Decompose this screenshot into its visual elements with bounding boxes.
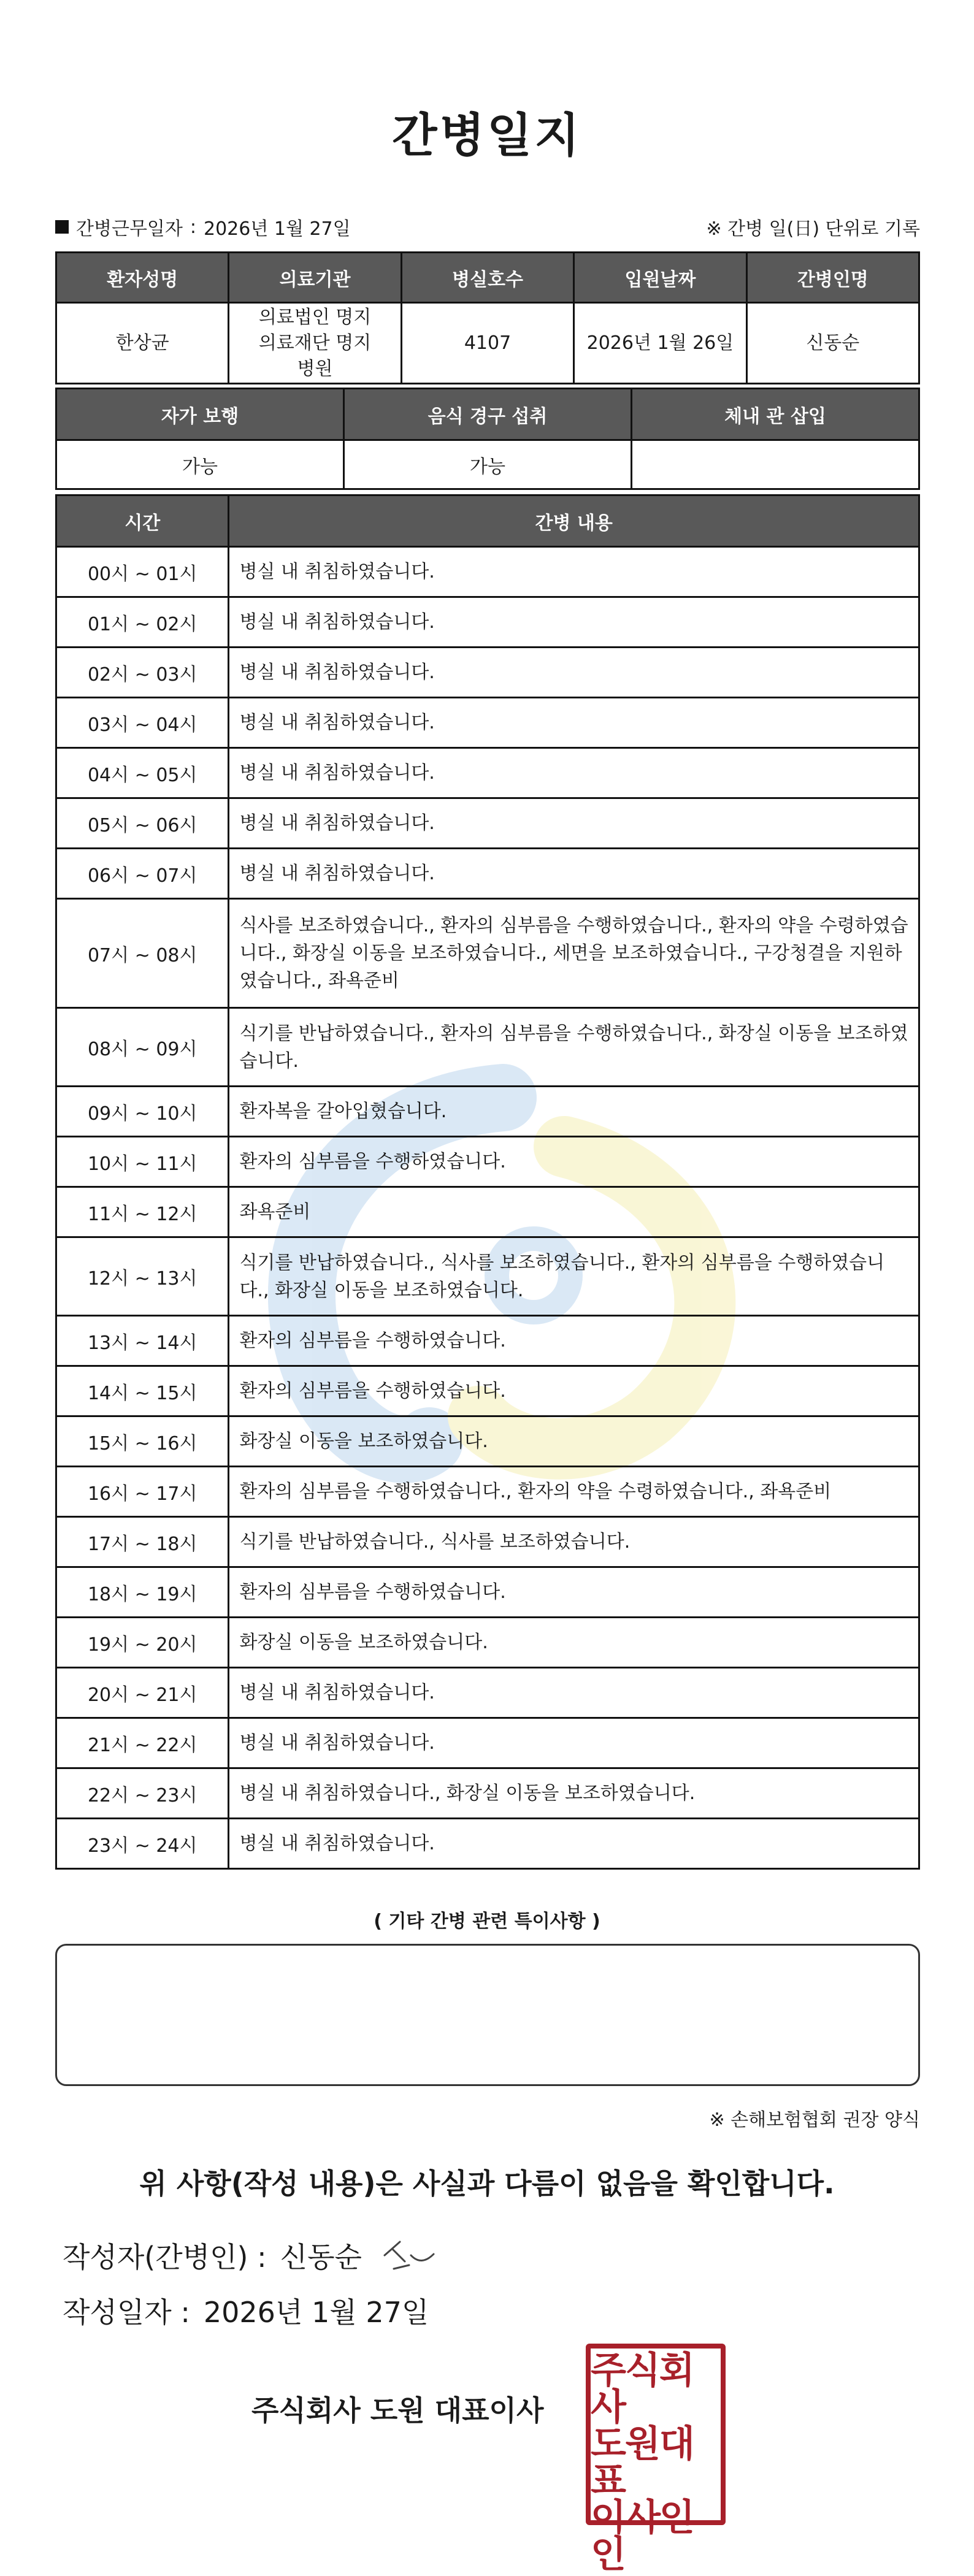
log-content: 병실 내 취침하였습니다. bbox=[229, 1718, 919, 1768]
header-room-number: 병실호수 bbox=[401, 253, 573, 303]
header-self-walking: 자가 보행 bbox=[56, 389, 344, 440]
log-row bbox=[56, 648, 919, 698]
log-row bbox=[56, 899, 919, 1008]
log-row bbox=[56, 1008, 919, 1087]
patient-ability-table bbox=[55, 388, 920, 490]
log-time: 19시 ~ 20시 bbox=[56, 1618, 229, 1668]
log-time: 12시 ~ 13시 bbox=[56, 1237, 229, 1316]
admission-date: 2026년 1월 26일 bbox=[574, 303, 746, 384]
log-content: 환자의 심부름을 수행하였습니다. bbox=[229, 1137, 919, 1187]
log-content: 환자의 심부름을 수행하였습니다. bbox=[229, 1366, 919, 1416]
log-content: 병실 내 취침하였습니다. bbox=[229, 547, 919, 597]
write-date-value: 2026년 1월 27일 bbox=[203, 2296, 429, 2329]
log-content: 병실 내 취침하였습니다. bbox=[229, 648, 919, 698]
log-content: 화장실 이동을 보조하였습니다. bbox=[229, 1618, 919, 1668]
meta-row bbox=[55, 212, 920, 242]
header-time: 시간 bbox=[56, 495, 229, 547]
log-content: 병실 내 취침하였습니다. bbox=[229, 748, 919, 798]
seal-line-3: 이사인인 bbox=[591, 2496, 694, 2576]
log-content: 병실 내 취침하였습니다., 화장실 이동을 보조하였습니다. bbox=[229, 1768, 919, 1819]
writer-name: 신동순 bbox=[280, 2241, 362, 2274]
log-time: 14시 ~ 15시 bbox=[56, 1366, 229, 1416]
work-date bbox=[55, 213, 351, 240]
log-time: 13시 ~ 14시 bbox=[56, 1316, 229, 1366]
log-time: 05시 ~ 06시 bbox=[56, 798, 229, 849]
log-time: 04시 ~ 05시 bbox=[56, 748, 229, 798]
log-row bbox=[56, 1668, 919, 1718]
self-walking-value: 가능 bbox=[56, 440, 344, 489]
log-row bbox=[56, 1718, 919, 1768]
log-content: 식기를 반납하였습니다., 식사를 보조하였습니다., 환자의 심부름을 수행하였습니다., 화장실 이동을 보조하였습니다. bbox=[229, 1237, 919, 1316]
ability-value-row bbox=[56, 440, 919, 489]
company-name: 주식회사 도원 대표이사 bbox=[251, 2394, 544, 2427]
confirmation-statement: 위 사항(작성 내용)은 사실과 다름이 없음을 확인합니다. bbox=[139, 2167, 835, 2200]
log-content: 화장실 이동을 보조하였습니다. bbox=[229, 1416, 919, 1467]
log-time: 01시 ~ 02시 bbox=[56, 597, 229, 648]
hospital-name: 의료법인 명지의료재단 명지병원 bbox=[229, 303, 401, 384]
seal-line-1: 주식회사 bbox=[591, 2349, 694, 2429]
oral-intake-value: 가능 bbox=[344, 440, 632, 489]
header-caregiver-name: 간병인명 bbox=[746, 253, 919, 303]
patient-info-table bbox=[55, 251, 920, 384]
header-admission-date: 입원날짜 bbox=[574, 253, 746, 303]
log-content: 환자의 심부름을 수행하였습니다. bbox=[229, 1316, 919, 1366]
remarks-title: ( 기타 간병 관련 특이사항 ) bbox=[374, 1911, 600, 1932]
log-content: 환자복을 갈아입혔습니다. bbox=[229, 1087, 919, 1137]
signature-image bbox=[375, 2237, 443, 2274]
writer-label: 작성자(간병인) : bbox=[63, 2241, 267, 2274]
log-row bbox=[56, 1087, 919, 1137]
write-date-line bbox=[63, 2290, 429, 2331]
page-title: 간병일지 bbox=[392, 108, 582, 162]
log-content: 병실 내 취침하였습니다. bbox=[229, 798, 919, 849]
log-row bbox=[56, 1366, 919, 1416]
log-content: 병실 내 취침하였습니다. bbox=[229, 1819, 919, 1869]
log-row bbox=[56, 1416, 919, 1467]
log-row bbox=[56, 698, 919, 748]
log-content: 식기를 반납하였습니다., 환자의 심부름을 수행하였습니다., 화장실 이동을 보조하였습니다. bbox=[229, 1008, 919, 1087]
log-time: 21시 ~ 22시 bbox=[56, 1718, 229, 1768]
work-date-label: 간병근무일자 bbox=[76, 218, 183, 240]
log-time: 22시 ~ 23시 bbox=[56, 1768, 229, 1819]
log-row bbox=[56, 1467, 919, 1517]
log-time: 15시 ~ 16시 bbox=[56, 1416, 229, 1467]
log-time: 23시 ~ 24시 bbox=[56, 1819, 229, 1869]
log-header-row bbox=[56, 495, 919, 547]
company-seal-stamp bbox=[586, 2344, 726, 2576]
patient-header-row bbox=[56, 253, 919, 303]
square-bullet-icon bbox=[55, 220, 69, 234]
log-time: 06시 ~ 07시 bbox=[56, 849, 229, 899]
log-row bbox=[56, 1517, 919, 1567]
write-date-label: 작성일자 : bbox=[63, 2296, 190, 2329]
header-tube-insertion: 체내 관 삽입 bbox=[632, 389, 919, 440]
seal-line-2: 도원대표 bbox=[591, 2423, 694, 2502]
header-care-content: 간병 내용 bbox=[229, 495, 919, 547]
log-row bbox=[56, 798, 919, 849]
work-date-separator: : bbox=[190, 216, 196, 238]
log-row bbox=[56, 547, 919, 597]
remarks-box bbox=[55, 1944, 920, 2086]
log-time: 11시 ~ 12시 bbox=[56, 1187, 229, 1237]
tube-insertion-value bbox=[632, 440, 919, 489]
log-row bbox=[56, 1819, 919, 1869]
unit-note: ※ 간병 일(日) 단위로 기록 bbox=[706, 218, 920, 240]
log-row bbox=[56, 1768, 919, 1819]
log-time: 08시 ~ 09시 bbox=[56, 1008, 229, 1087]
log-row bbox=[56, 1316, 919, 1366]
log-row bbox=[56, 1137, 919, 1187]
log-time: 07시 ~ 08시 bbox=[56, 899, 229, 1008]
log-time: 00시 ~ 01시 bbox=[56, 547, 229, 597]
log-time: 10시 ~ 11시 bbox=[56, 1137, 229, 1187]
log-content: 병실 내 취침하였습니다. bbox=[229, 849, 919, 899]
log-body bbox=[56, 547, 919, 1869]
header-hospital: 의료기관 bbox=[229, 253, 401, 303]
log-time: 18시 ~ 19시 bbox=[56, 1567, 229, 1618]
writer-line bbox=[63, 2235, 443, 2276]
log-row bbox=[56, 1618, 919, 1668]
log-content: 병실 내 취침하였습니다. bbox=[229, 1668, 919, 1718]
log-time: 09시 ~ 10시 bbox=[56, 1087, 229, 1137]
log-row bbox=[56, 597, 919, 648]
header-patient-name: 환자성명 bbox=[56, 253, 229, 303]
log-row bbox=[56, 748, 919, 798]
log-content: 식기를 반납하였습니다., 식사를 보조하였습니다. bbox=[229, 1517, 919, 1567]
log-time: 16시 ~ 17시 bbox=[56, 1467, 229, 1517]
log-content: 환자의 심부름을 수행하였습니다. bbox=[229, 1567, 919, 1618]
log-row bbox=[56, 1237, 919, 1316]
log-row bbox=[56, 1187, 919, 1237]
log-time: 02시 ~ 03시 bbox=[56, 648, 229, 698]
recommend-note: ※ 손해보험협회 권장 양식 bbox=[709, 2109, 920, 2131]
patient-value-row bbox=[56, 303, 919, 384]
log-row bbox=[56, 849, 919, 899]
ability-header-row bbox=[56, 389, 919, 440]
log-content: 환자의 심부름을 수행하였습니다., 환자의 약을 수령하였습니다., 좌욕준비 bbox=[229, 1467, 919, 1517]
log-time: 03시 ~ 04시 bbox=[56, 698, 229, 748]
room-number: 4107 bbox=[401, 303, 573, 384]
log-content: 좌욕준비 bbox=[229, 1187, 919, 1237]
header-oral-intake: 음식 경구 섭취 bbox=[344, 389, 632, 440]
log-row bbox=[56, 1567, 919, 1618]
log-time: 17시 ~ 18시 bbox=[56, 1517, 229, 1567]
patient-name: 한상균 bbox=[56, 303, 229, 384]
work-date-value: 2026년 1월 27일 bbox=[204, 218, 351, 240]
log-content: 병실 내 취침하였습니다. bbox=[229, 597, 919, 648]
log-content: 식사를 보조하였습니다., 환자의 심부름을 수행하였습니다., 환자의 약을 수령하였습니다., 화장실 이동을 보조하였습니다., 세면을 보조하였습니다., 구강청결을 지원하였습니다., 좌욕준비 bbox=[229, 899, 919, 1008]
caregiver-name: 신동순 bbox=[746, 303, 919, 384]
log-content: 병실 내 취침하였습니다. bbox=[229, 698, 919, 748]
log-time: 20시 ~ 21시 bbox=[56, 1668, 229, 1718]
care-log-table bbox=[55, 494, 920, 1870]
